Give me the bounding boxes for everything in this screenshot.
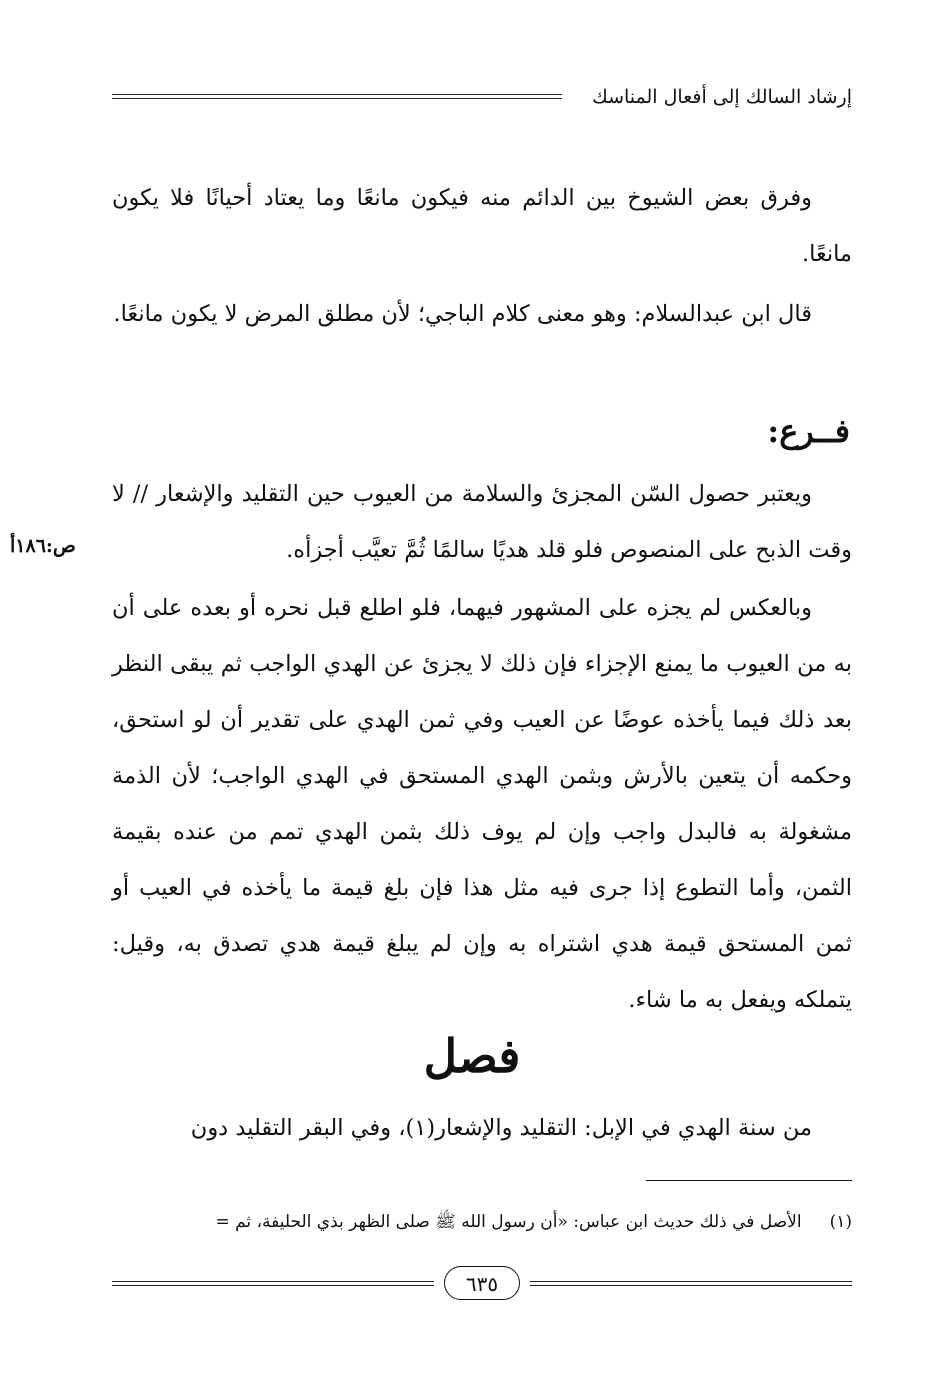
page-number: ٦٣٥ [444,1266,520,1300]
footnote-marker: (١) [829,1212,852,1232]
running-header-title: إرشاد السالك إلى أفعال المناسك [592,86,852,108]
branch-paragraph-2: وبالعكس لم يجزه على المشهور فيهما، فلو اطلع قبل نحره أو بعده على أن به من العيوب ما يمنع الإجزاء فإن ذلك لا يجزئ عن الهدي الواجب ثم يبقى النظر بعد ذلك فيما يأخذه عوضًا عن العيب وفي ثمن الهدي على تقدير أن لو استحق، وحكمه أن يتعين بالأرش وبثمن الهدي المستحق في الهدي الواجب؛ لأن الذمة مشغولة به فالبدل واجب وإن لم يوف ذلك بثمن الهدي تمم من عنده بقيمة الثمن، وأما التطوع إذا جرى فيه مثل هذا فإن بلغ قيمة ما يأخذه في العيب أو ثمن المستحق قيمة هدي اشتراه به وإن لم يبلغ قيمة هدي تصدق به، وقيل: يتملكه ويفعل به ما شاء. [112,595,852,1013]
page-footer [112,1264,852,1304]
footer-rule-right [530,1281,852,1286]
header-double-rule [112,94,562,99]
manuscript-page-reference: ص:١٨٦أ [10,535,76,557]
footnote-text: الأصل في ذلك حديث ابن عباس: «أن رسول الله ﷺ صلى الظهر بذي الحليفة، ثم = [215,1212,802,1232]
paragraph-1: وفرق بعض الشيوخ بين الدائم منه فيكون مانعًا وما يعتاد أحيانًا فلا يكون مانعًا. [112,185,852,267]
footer-rule-left [112,1281,434,1286]
section-paragraph: من سنة الهدي في الإبل: التقليد والإشعار(١)، وفي البقر التقليد دون [190,1115,812,1141]
branch-heading: فــرع: [767,412,850,450]
paragraph-2: قال ابن عبدالسلام: وهو معنى كلام الباجي؛ لأن مطلق المرض لا يكون مانعًا. [113,301,812,327]
running-header [112,82,852,118]
section-heading: فصل [423,1029,521,1083]
footnote-separator [646,1180,852,1181]
branch-paragraph-1: ويعتبر حصول السّن المجزئ والسلامة من العيوب حين التقليد والإشعار // لا وقت الذبح على المنصوص فلو قلد هديًا سالمًا ثُمَّ تعيَّب أجزأه. [112,481,852,563]
footnote [112,1206,852,1238]
